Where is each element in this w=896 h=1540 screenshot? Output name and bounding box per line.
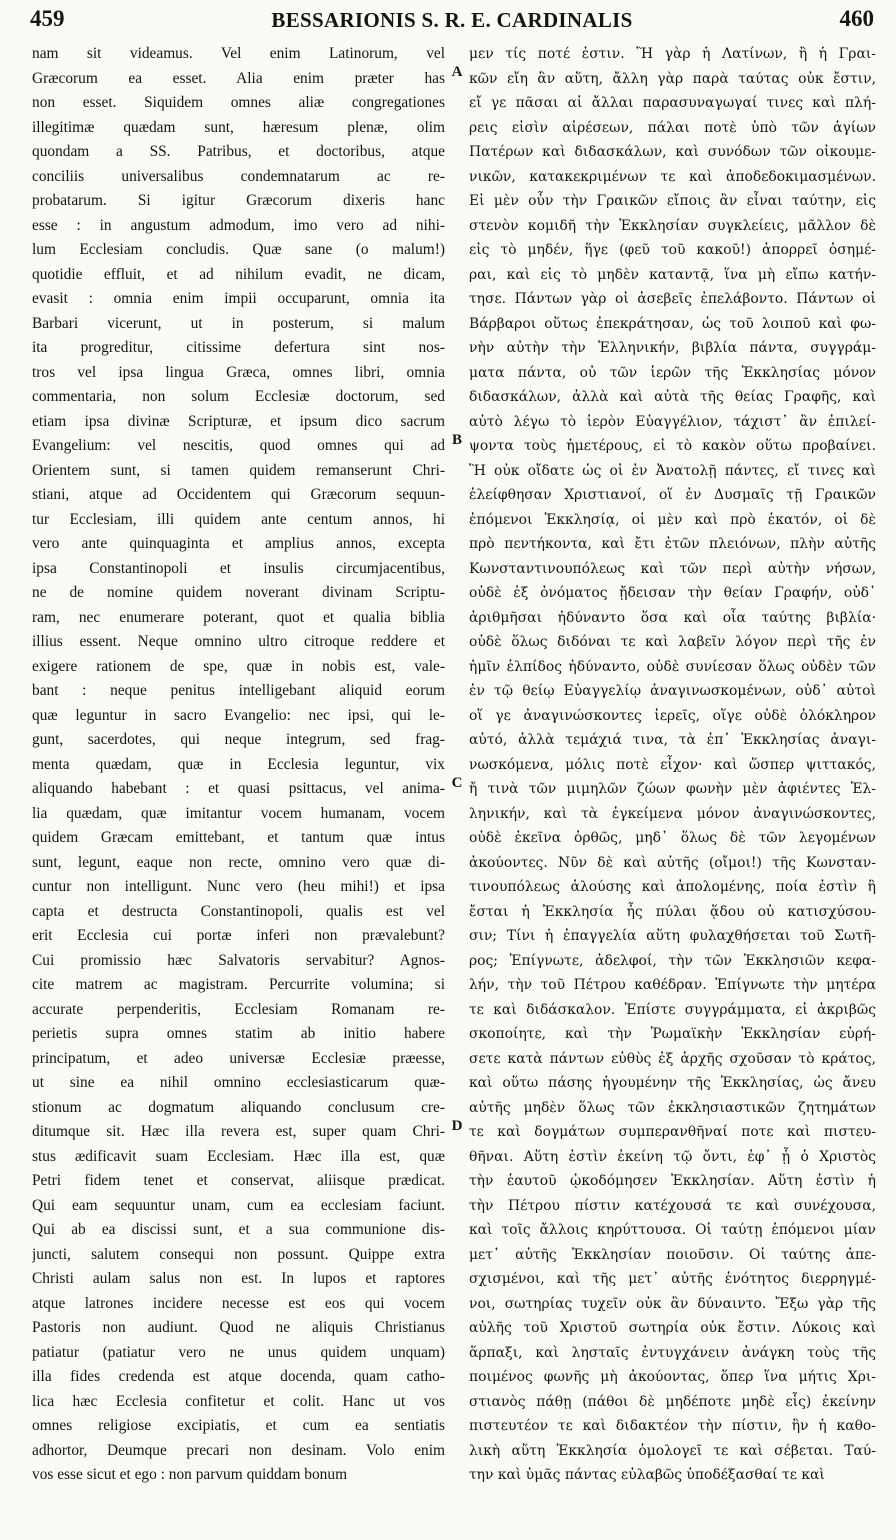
page-number-right: 460 — [839, 6, 874, 31]
text-line: bant : neque penitus intelligebant aliquid eorum — [32, 682, 445, 699]
text-line: principatum, et adeo universæ Ecclesiæ præesse, — [32, 1049, 445, 1067]
text-line: νικῶν, κατακεκριμένων τε καὶ ἀποδεδοκιμασμένων. — [469, 168, 876, 185]
text-line: νὴν αὐτὴν τὴν Ἑλληνικήν, βιβλία πάντα, συγγράμ- — [469, 340, 876, 356]
text-line: ne de nomine quidem noverant divinam Scriptu- — [32, 584, 445, 601]
text-line: στενὸν κομιδῆ τὴν Ἐκκλησίαν συγκλείεις, μᾶλλον δὲ — [469, 217, 876, 234]
text-line: ram, nec enumerare poterant, quot et qualia biblia — [32, 608, 445, 626]
text-line: ἤ τινὰ τῶν μιμηλῶν ζώων φωνὴν μὲν ἀφιέντες Ἑλ- — [469, 781, 876, 797]
text-line: Græcorum ea esset. Alia enim præter has — [32, 69, 445, 87]
text-line: probatarum. Si igitur Græcorum dixeris hanc — [32, 192, 445, 209]
text-line: etiam ipsa divinæ Scripturæ, et ipsum dico sacrum — [32, 412, 445, 430]
text-line: αὐτό, ἀλλὰ τεμάχιά τινα, τὰ ἐπ᾽ Ἐκκλησίας ἀναγι- — [469, 732, 876, 748]
text-line: θῆναι. Αὕτη ἐστὶν ἐκείνη τῷ ὄντι, ἐφ᾽ ᾗ ὁ Χριστὸς — [469, 1148, 876, 1165]
text-line: μετ᾽ αὐτῆς Ἐκκλησίαν ποιοῦσιν. Οἱ ταύτης ἀπε- — [469, 1246, 876, 1263]
text-line: atque latrones incidere necesse est eos qui vocem — [32, 1294, 445, 1312]
text-line: οἵ γε ἀναγινώσκοντες ἱερεῖς, οἵγε οὐδὲ ὁλόκληρον — [469, 707, 876, 724]
margin-letter-a: A — [451, 64, 463, 80]
text-line: menta quædam, quæ in Ecclesia leguntur, vix — [32, 755, 445, 773]
text-line: non esset. Siquidem omnes aliæ congregationes — [32, 94, 445, 111]
text-line: Κωνσταντινουπόλεως καὶ τῶν περὶ αὐτὴν νήσων, — [469, 560, 876, 577]
page-number-left: 459 — [30, 6, 65, 31]
text-line: erit Ecclesia cui portæ inferi non prævalebunt? — [32, 927, 445, 944]
text-line: τε καὶ δογμάτων συμπερανθῆναί ποτε καὶ πιστευ- — [469, 1124, 876, 1140]
text-line: μεν τίς ποτέ ἐστιν. Ἢ γὰρ ἡ Λατίνων, ἢ ἡ Γραι- — [469, 46, 876, 62]
text-line: quondam a SS. Patribus, et doctoribus, atque — [32, 143, 445, 160]
text-line: Evangelium: vel nescitis, quod omnes qui ad — [32, 437, 445, 454]
text-line: τινουπόλεως ἁλούσης καὶ ἀπολομένης, ποία ἐστὶν ἢ — [469, 879, 876, 895]
text-line: τὴν ἑαυτοῦ ᾠκοδόμησεν Ἐκκλησίαν. Αὕτη ἐστὶν ἡ — [469, 1173, 876, 1189]
text-line: ρος; Ἐπίγνωτε, ἀδελφοί, τὴν τῶν Ἐκκλησιῶν κεφα- — [469, 952, 876, 969]
margin-letter-d: D — [451, 1118, 463, 1134]
text-line: juncti, salutem consequi non possunt. Quippe extra — [32, 1245, 445, 1263]
text-line: commentaria, non solum Ecclesiæ doctorum, sed — [32, 388, 445, 405]
text-line: vero ante quinquaginta et amplius annos, excepta — [32, 535, 445, 552]
margin-letter-b: B — [451, 432, 462, 448]
text-line: τε καὶ διδάσκαλον. Ἐπίστε συγγράμματα, εἰ ἀκριβῶς — [469, 1001, 876, 1018]
text-line: ἔσται ἡ Ἐκκλησία ἧς πύλαι ᾅδου οὐ κατισχύσου- — [469, 903, 876, 920]
text-line: Βάρβαροι οὕτως ἐπεκράτησαν, ὡς τοῦ λοιποῦ καὶ φω- — [469, 315, 876, 332]
text-line: οὐδὲ ὅλως διδόναι τε καὶ λαβεῖν λόγον περὶ τῆς ἐν — [469, 634, 876, 650]
text-line: ματα πάντα, οὐ τῶν ἱερῶν τῆς Ἐκκλησίας μόνον — [469, 364, 876, 381]
text-line: σχισμένοι, καὶ τῆς μετ᾽ αὐτῆς ἑνότητος διερρηγμέ- — [469, 1271, 876, 1287]
text-line: stionum ac dogmatum aliquando conclusum cre- — [32, 1098, 445, 1116]
text-line: gunt, sacerdotes, qui neque integrum, sed frag- — [32, 731, 445, 748]
text-line: ut sine ea nihil omnino ecclesiasticarum quæ- — [32, 1074, 445, 1091]
text-line: cite matrem ac magistram. Percurrite volumina; si — [32, 976, 445, 993]
text-line: καὶ οὕτω πάσης ἡγουμένην τῆς Ἐκκλησίας, ὡς ἄνευ — [469, 1075, 876, 1091]
text-line: νωσκόμενα, μόλις ποτὲ εἶχον· καὶ ὥσπερ ψιττακός, — [469, 756, 876, 773]
text-line: σετε κατὰ πάντων εὐθὺς ἐξ ἀρχῆς σχοῦσαν τὸ κράτος, — [469, 1050, 876, 1067]
text-line: ἑπόμενοι Ἐκκλησίᾳ, οἱ μὲν καὶ πρὸ ἑκατόν, οἱ δὲ — [469, 511, 876, 528]
running-title: BESSARIONIS S. R. E. CARDINALIS — [271, 8, 633, 32]
text-line: tros vel ipsa lingua Græca, omnes libri, omnia — [32, 363, 445, 381]
text-line: νοι, σωτηρίας τυχεῖν οὐκ ἂν δύναιντο. Ἔξω γὰρ τῆς — [469, 1295, 876, 1312]
text-line: αὐλῆς τοῦ Χριστοῦ σωτηρία οὐκ ἔστιν. Λύκοις καὶ — [469, 1320, 876, 1336]
text-line: quæ leguntur in sacro Evangelio: nec ipsi, qui le- — [32, 706, 445, 724]
text-line: στιανὸς πάθῃ (πάθοι δὲ μηδέποτε μηδὲ εἷς) ἐκείνην — [469, 1393, 876, 1410]
text-line: Qui eam sequuntur unam, cum ea ecclesiam faciunt. — [32, 1196, 445, 1214]
text-line: καὶ τοῖς ἄλλοις κηρύττουσα. Οἱ ταύτῃ ἑπόμενοι μίαν — [469, 1222, 876, 1238]
text-line: patiatur (patiatur vero ne unus quidem unquam) — [32, 1343, 445, 1361]
text-line: exigere rationem de spe, quæ in nobis est, vale- — [32, 657, 445, 675]
text-line: Barbari vicerunt, ut in posterum, si malum — [32, 314, 445, 332]
latin-column — [32, 42, 445, 1488]
text-line: πρὸ πεντήκοντα, καὶ ἔτι ἐτῶν πλειόνων, πλὴν αὐτῆς — [469, 536, 876, 552]
text-line: accurate perpenderitis, Ecclesiam Romanam re- — [32, 1000, 445, 1018]
text-line: adhortor, Deumque precari non desinam. Volo enim — [32, 1441, 445, 1459]
text-line: ἡμῖν ἐλπίδος ἠδύναντο, οὐδὲ συνίεσαν ὅλως οὐδὲν τῶν — [469, 658, 876, 675]
text-line: Πατέρων καὶ διδασκάλων, καὶ συνόδων τῶν οἰκουμε- — [469, 144, 876, 160]
text-line: τησε. Πάντων γὰρ οἱ ἀσεβεῖς ἐπελάβοντο. Πάντων οἱ — [469, 291, 876, 307]
text-line: λικὴ αὕτη Ἐκκλησία ὁμολογεῖ τε καὶ σέβεται. Ταύ- — [469, 1442, 876, 1459]
text-line: sunt, legunt, eaque non recte, omnino vero quæ di- — [32, 853, 445, 871]
text-line: διδασκάλων, ἀλλὰ καὶ αὐτὰ τῆς θείας Γραφῆς, καὶ — [469, 389, 876, 405]
text-line: Christi aulam salus non est. In lupos et raptores — [32, 1270, 445, 1287]
text-line: stus ædificavit suam Ecclesiam. Hæc illa est, quæ — [32, 1147, 445, 1165]
text-line: αὐτὸ λέγω τὸ ἱερὸν Εὐαγγέλιον, τάχιστ᾽ ἂν ἐπιλεί- — [469, 413, 876, 430]
text-line: ἀκούοντες. Νῦν δὲ καὶ αὐτῆς (οἴμοι!) τῆς Κωνσταν- — [469, 854, 876, 871]
text-line: illegitimæ quædam sunt, hæresum plenæ, olim — [32, 118, 445, 136]
text-line: ipsa Constantinopoli et insulis circumjacentibus, — [32, 559, 445, 577]
text-line: ληνικήν, καὶ τὰ ἐγκείμενα μόνον ἀναγινώσκοντες, — [469, 805, 876, 822]
text-line: vos esse sicut et ego : non parvum quiddam bonum — [32, 1466, 348, 1483]
text-line: Pastoris non audiunt. Quod ne aliquis Christianus — [32, 1319, 445, 1336]
text-line: ἐν τῷ θείῳ Εὐαγγελίῳ ἀναγινωσκομένων, οὐδ᾽ αὐτοὶ — [469, 683, 876, 699]
text-line: Orientem sunt, si tamen quidem remanserunt Chri- — [32, 461, 445, 479]
text-line: κῶν εἴη ἂν αὕτη, ἄλλη γὰρ παρὰ ταύτας οὐκ ἔστιν, — [469, 70, 876, 87]
text-line: εἴ γε πᾶσαι αἱ ἄλλαι παρασυναγωγαί τινες καὶ πλή- — [469, 95, 876, 111]
text-line: Qui ab ea discissi sunt, et a sua communione dis- — [32, 1221, 445, 1238]
text-line: evasit : omnia enim impii occuparunt, omnia ita — [32, 290, 445, 307]
text-line: lia quædam, quæ imitantur vocem humanam, vocem — [32, 804, 445, 822]
text-line: capta et destructa Constantinopoli, qualis est vel — [32, 902, 445, 920]
text-line: esse : in angustum admodum, imo vero ad nihi- — [32, 216, 445, 234]
text-line: illius essent. Neque omnino ultro citroque reddere et — [32, 633, 445, 650]
text-line: ditumque sit. Hæc illa revera est, super quam Chri- — [32, 1123, 445, 1140]
text-line: ρεις εἰσὶν αἱρέσεων, πάλαι ποτὲ ὑπὸ τῶν ἁγίων — [469, 119, 876, 136]
text-line: ita progreditur, citissime defertura sint nos- — [32, 339, 445, 356]
text-line: πιστευτέον τε καὶ διδακτέον τὴν πίστιν, ἣν ἡ καθο- — [469, 1418, 876, 1434]
text-line: quidem Græcam emittebant, et tantum quæ intus — [32, 829, 445, 846]
text-line: ψοντα τοὺς ἡμετέρους, εἰ τὸ κακὸν οὕτω προβαίνει. — [469, 438, 876, 454]
text-line: cuntur non intelligunt. Nunc vero (heu mihi!) et ipsa — [32, 878, 445, 895]
text-line: οὐδὲ ἐκεῖνα ὀρθῶς, μηδ᾽ ὅλως δὲ τῶν λεγομένων — [469, 830, 876, 846]
text-line: omnes religiose excipiatis, et cum ea sentiatis — [32, 1417, 445, 1434]
text-line: Petri fidem tenet et conservat, aliisque prædicat. — [32, 1172, 445, 1189]
text-line: conciliis universalibus condemnatarum ac re- — [32, 167, 445, 185]
text-line: οὐδὲ ἐξ ὀνόματος ᾔδεισαν τὴν θείαν Γραφήν, οὐδ᾽ — [469, 585, 876, 601]
text-line: τὴν Πέτρου πίστιν κατέχουσά τε καὶ συνέχουσα, — [469, 1197, 876, 1214]
page-header — [30, 6, 874, 36]
text-line: ραι, καὶ εἰς τὸ μηδὲν καταντᾷ, ἵνα μὴ εἴπω κατήν- — [469, 266, 876, 283]
text-line: lum Ecclesiam concludis. Quæ sane (o malum!) — [32, 241, 445, 258]
text-line: illa fides credenda est atque docenda, quam catho- — [32, 1368, 445, 1385]
text-line: ποιμένος φωνῆς μὴ ἀκούοντας, ὅπερ ἵνα μήτις Χρι- — [469, 1369, 876, 1385]
text-line: Εἰ μὲν οὖν τὴν Γραικῶν εἴποις ἂν εἶναι ταύτην, εἰς — [469, 193, 876, 209]
margin-letter-c: C — [451, 775, 463, 791]
text-line: Ἢ οὐκ οἴδατε ὡς οἱ ἐν Ἀνατολῇ πάντες, εἴ τινες καὶ — [469, 462, 876, 479]
text-line: nam sit videamus. Vel enim Latinorum, vel — [32, 45, 445, 62]
greek-column — [469, 42, 876, 1488]
text-line: ἐλείφθησαν Χριστιανοί, οἵ ἐν Δυσμαῖς τῇ Γραικῶν — [469, 487, 876, 503]
text-line: ἅρπαξι, καὶ λησταῖς ἐντυγχάνειν ἀνάγκη τοὺς τῆς — [469, 1344, 876, 1361]
text-line: tur Ecclesiam, illi quidem ante centum annos, hi — [32, 510, 445, 528]
text-line: σκοποίητε, καὶ τὴν Ῥωμαϊκὴν Ἐκκλησίαν εὑρή- — [469, 1026, 876, 1042]
text-line: lica hæc Ecclesia confitetur et colit. Hanc ut vos — [32, 1392, 445, 1410]
text-line: ἀριθμῆσαι ἠδύναντο ὅσα καὶ οἷα ταύτης βιβλία· — [469, 609, 876, 626]
text-line: perietis supra omnes statim ab initio habere — [32, 1025, 445, 1042]
text-line: σιν; Τίνι ἡ ἐπαγγελία αὕτη φυλαχθήσεται τοῦ Σωτῆ- — [469, 928, 876, 944]
text-line: aliquando habebant : et quasi psittacus, vel anima- — [32, 780, 445, 797]
text-line: Cui promissio hæc Salvatoris servabitur? Agnos- — [32, 951, 445, 969]
text-line: λήν, τὴν τοῦ Πέτρου καθέδραν. Ἐπίγνωτε τὴν μητέρα — [469, 977, 876, 993]
text-line: quotidie effluit, et ad nihilum evadit, ne dicam, — [32, 265, 445, 283]
text-line: την καὶ ὑμᾶς πάντας εὐλαβῶς ὑποδέξασθαί τε καὶ — [469, 1467, 825, 1483]
text-line: εἰς τὸ μηδέν, ἥγε (φεῦ τοῦ κακοῦ!) ἀπορρεῖ ὁσημέ- — [469, 242, 876, 258]
text-line: stiani, atque ad Occidentem qui Græcorum sequun- — [32, 486, 445, 503]
text-line: αὐτῆς μηδὲν ὅλως τῶν ἐκκλησιαστικῶν ζητημάτων — [469, 1099, 876, 1116]
